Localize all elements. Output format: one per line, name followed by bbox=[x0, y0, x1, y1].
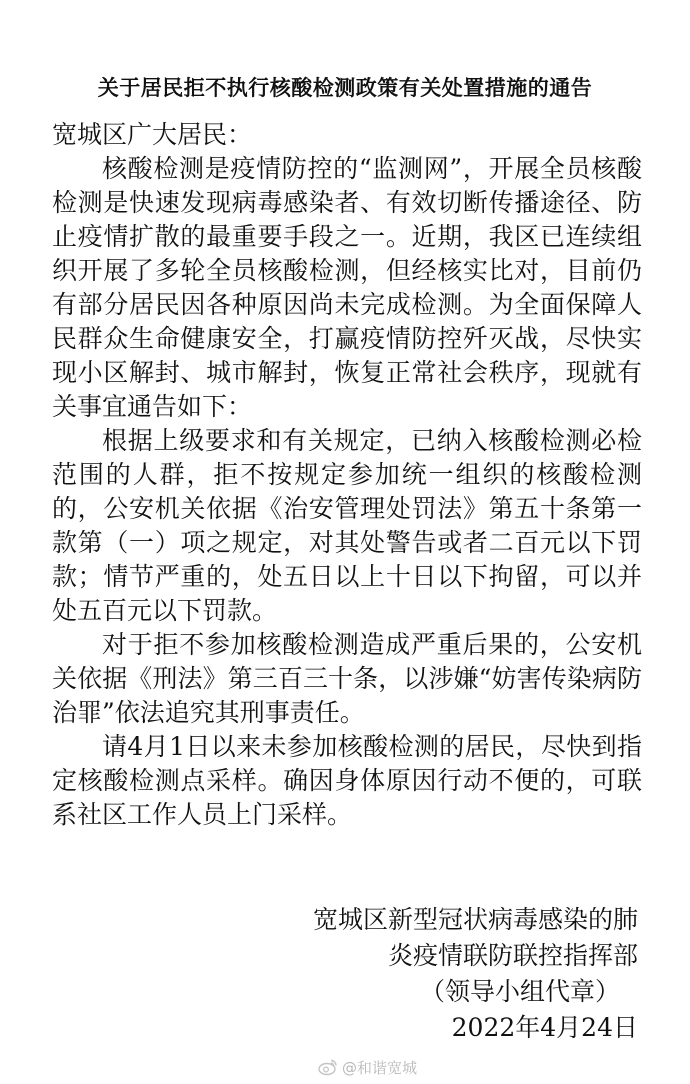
issuer-line-1: 宽城区新型冠状病毒感染的肺 bbox=[312, 905, 638, 934]
watermark-text: @和谐宽城 bbox=[342, 1058, 418, 1077]
paragraph-criminal-liability: 对于拒不参加核酸检测造成严重后果的，公安机关依据《刑法》第三百三十条，以涉嫌“妨害传染病防治罪”依法追究其刑事责任。 bbox=[52, 630, 642, 727]
issue-date: 2022年4月24日 bbox=[451, 1013, 638, 1042]
watermark bbox=[318, 1055, 417, 1079]
paragraph-intro: 核酸检测是疫情防控的“监测网”，开展全员核酸检测是快速发现病毒感染者、有效切断传播途径、防止疫情扩散的最重要手段之一。近期，我区已连续组织开展了多轮全员核酸检测，但经核实比对，目前仍有部分居民因各种原因尚未完成检测。为全面保障人民群众生命健康安全，打赢疫情防控歼灭战，尽快实现小区解封、城市解封，恢复正常社会秩序，现就有关事宜通告如下： bbox=[52, 154, 642, 421]
signature-block bbox=[218, 902, 638, 1046]
paragraph-sampling-request: 请4月1日以来未参加核酸检测的居民，尽快到指定核酸检测点采样。确因身体原因行动不便的，可联系社区工作人员上门采样。 bbox=[52, 732, 642, 829]
issuer-line-2: 炎疫情联防联控指挥部 bbox=[387, 941, 638, 970]
salutation: 宽城区广大居民： bbox=[52, 120, 253, 149]
notice-title: 关于居民拒不执行核酸检测政策有关处置措施的通告 bbox=[97, 76, 593, 100]
paragraph-penalty: 根据上级要求和有关规定，已纳入核酸检测必检范围的人群，拒不按规定参加统一组织的核酸检测的，公安机关依据《治安管理处罚法》第五十条第一款第（一）项之规定，对其处警告或者二百元以下罚款；情节严重的，处五日以上十日以下拘留，可以并处五百元以下罚款。 bbox=[52, 426, 642, 625]
weibo-icon bbox=[318, 1058, 338, 1076]
seal-note: （领导小组代章） bbox=[419, 977, 620, 1006]
notice-body bbox=[52, 118, 642, 832]
